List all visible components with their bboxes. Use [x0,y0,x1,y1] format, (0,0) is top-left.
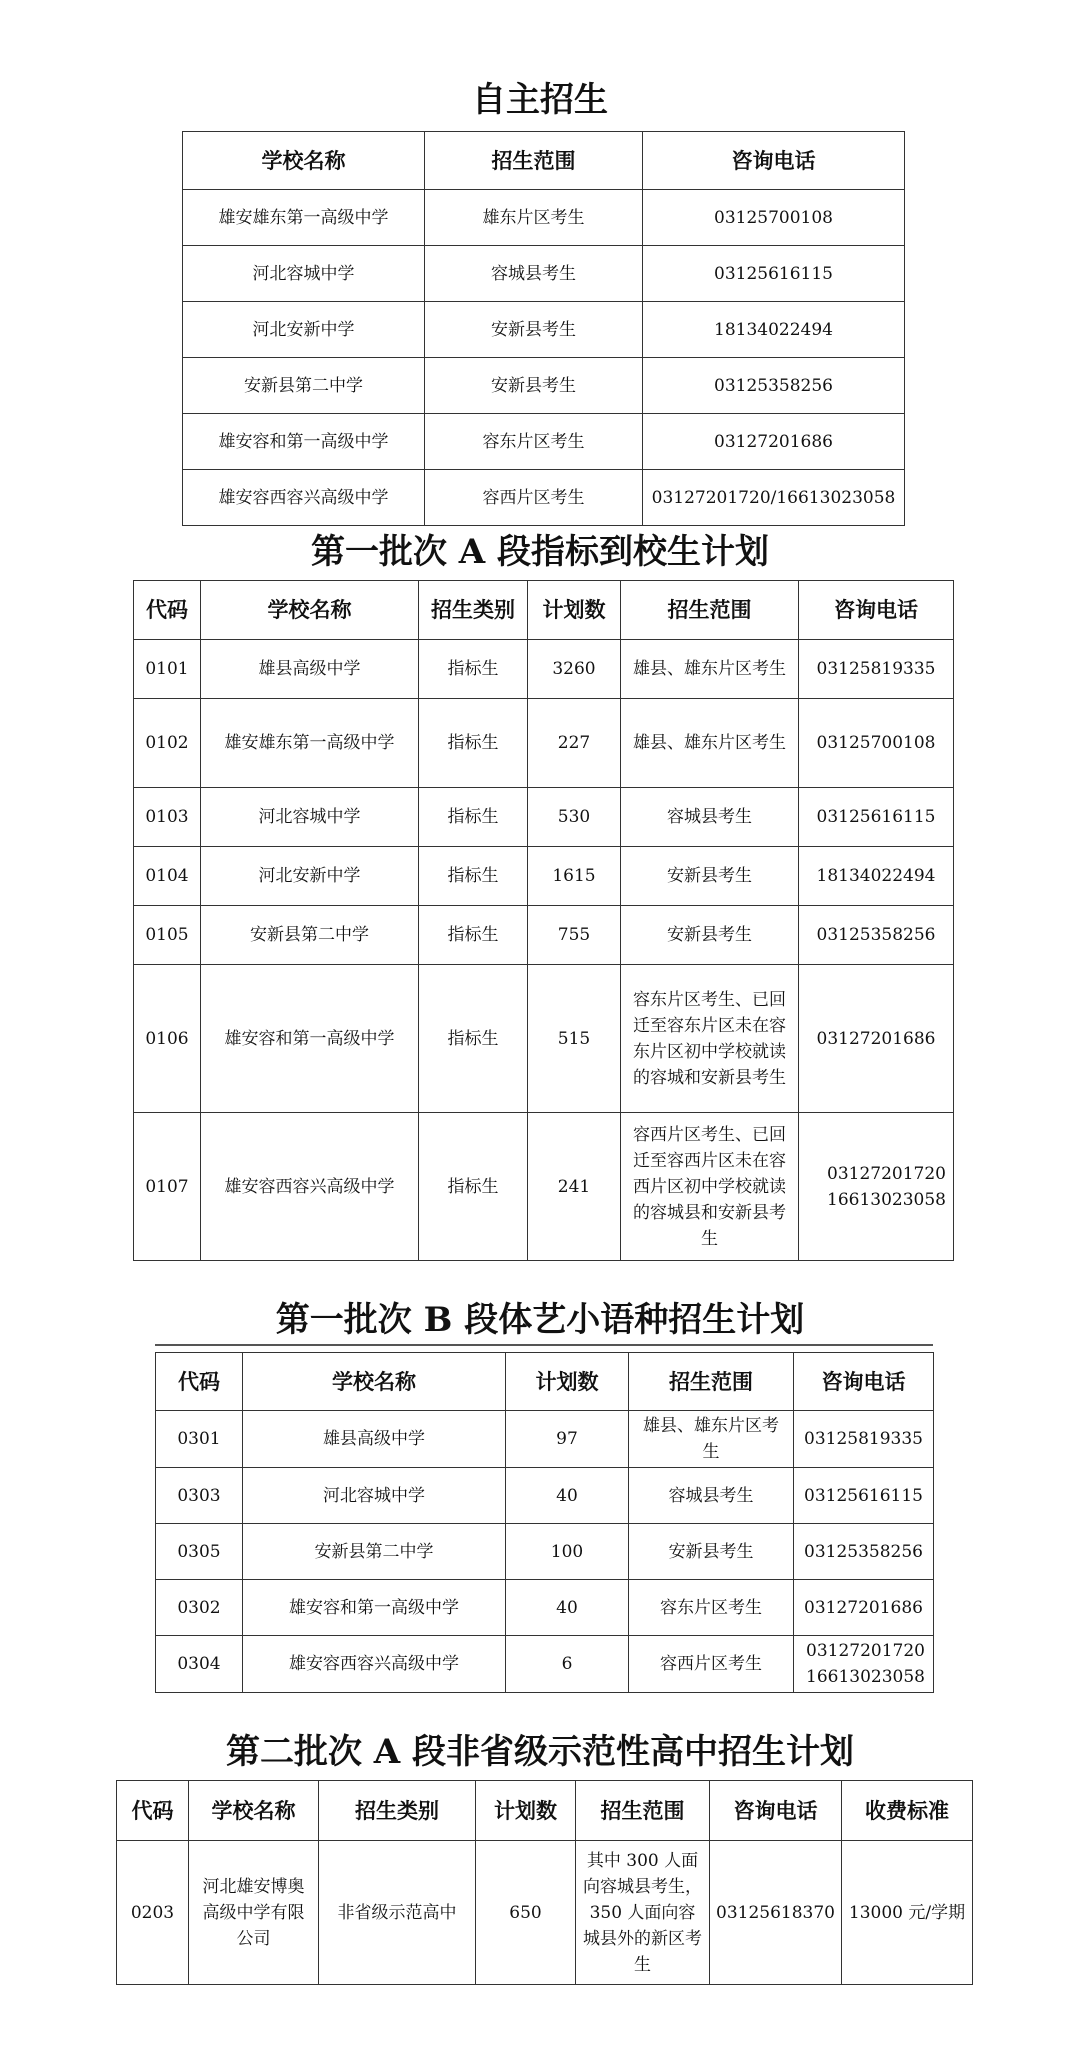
batch1a-table [133,580,954,1261]
header-code: 代码 [156,1353,243,1411]
range-cell: 容西片区考生、已回迁至容西片区未在容西片区初中学校就读的容城县和安新县考生 [621,1113,799,1261]
range-cell: 容东片区考生 [629,1580,794,1636]
range-cell: 容东片区考生 [425,414,643,470]
table-row [156,1580,934,1636]
header-enroll-range: 招生范围 [629,1353,794,1411]
batch2a-table [116,1780,973,1985]
code-cell: 0301 [156,1411,243,1468]
category-cell: 指标生 [419,640,528,699]
school-name-cell: 雄安容西容兴高级中学 [201,1113,419,1261]
school-name-cell: 雄安雄东第一高级中学 [183,190,425,246]
code-cell: 0304 [156,1636,243,1693]
header-fee: 收费标准 [842,1781,973,1841]
phone-cell: 18134022494 [799,847,954,906]
code-cell: 0203 [117,1841,189,1985]
phone-cell: 03125358256 [794,1524,934,1580]
table-row [156,1524,934,1580]
code-cell: 0103 [134,788,201,847]
phone-cell: 03127201720/16613023058 [643,470,905,526]
header-code: 代码 [117,1781,189,1841]
range-cell: 容西片区考生 [425,470,643,526]
table-row [183,470,905,526]
range-cell: 雄东片区考生 [425,190,643,246]
range-cell: 雄县、雄东片区考生 [629,1411,794,1468]
phone-cell: 03125618370 [710,1841,842,1985]
range-cell: 容城县考生 [425,246,643,302]
code-cell: 0302 [156,1580,243,1636]
range-cell: 其中 300 人面向容城县考生，350 人面向容城县外的新区考生 [576,1841,710,1985]
table-row [134,788,954,847]
school-name-cell: 雄安容和第一高级中学 [183,414,425,470]
school-name-cell: 河北容城中学 [201,788,419,847]
phone-cell: 03127201686 [643,414,905,470]
category-cell: 非省级示范高中 [319,1841,476,1985]
range-cell: 容西片区考生 [629,1636,794,1693]
plan-count-cell: 530 [528,788,621,847]
header-plan-count: 计划数 [506,1353,629,1411]
category-cell: 指标生 [419,847,528,906]
phone-cell: 03127201720 16613023058 [799,1113,954,1261]
table-header-row [183,132,905,190]
school-name-cell: 安新县第二中学 [201,906,419,965]
school-name-cell: 河北容城中学 [243,1468,506,1524]
table-row [134,699,954,788]
title-underline [155,1344,933,1346]
school-name-cell: 雄县高级中学 [243,1411,506,1468]
header-school-name: 学校名称 [201,581,419,640]
header-phone: 咨询电话 [710,1781,842,1841]
table-row [117,1841,973,1985]
header-school-name: 学校名称 [243,1353,506,1411]
header-enroll-range: 招生范围 [621,581,799,640]
table-row [183,302,905,358]
table-row [156,1468,934,1524]
school-name-cell: 河北容城中学 [183,246,425,302]
range-cell: 安新县考生 [425,302,643,358]
school-name-cell: 安新县第二中学 [183,358,425,414]
table-row [134,906,954,965]
range-cell: 雄县、雄东片区考生 [621,640,799,699]
table-row [134,965,954,1113]
range-cell: 容城县考生 [629,1468,794,1524]
batch2a-title: 第二批次 A 段非省级示范性高中招生计划 [225,1732,855,1772]
table-row [183,414,905,470]
category-cell: 指标生 [419,788,528,847]
table-row [134,1113,954,1261]
range-cell: 容东片区考生、已回迁至容东片区未在容东片区初中学校就读的容城和安新县考生 [621,965,799,1113]
school-name-cell: 雄安容和第一高级中学 [243,1580,506,1636]
header-school-name: 学校名称 [183,132,425,190]
phone-cell: 03125700108 [643,190,905,246]
school-name-cell: 雄安容西容兴高级中学 [183,470,425,526]
plan-count-cell: 100 [506,1524,629,1580]
phone-cell: 03127201686 [794,1580,934,1636]
table-row [183,358,905,414]
header-enroll-range: 招生范围 [425,132,643,190]
batch1a-title: 第一批次 A 段指标到校生计划 [310,532,770,572]
phone-cell: 03125819335 [799,640,954,699]
phone-cell: 03127201720 16613023058 [794,1636,934,1693]
header-code: 代码 [134,581,201,640]
phone-cell: 03125358256 [643,358,905,414]
autonomous-title: 自主招生 [472,80,608,120]
school-name-cell: 雄安雄东第一高级中学 [201,699,419,788]
table-row [183,190,905,246]
school-name-cell: 河北安新中学 [201,847,419,906]
header-phone: 咨询电话 [794,1353,934,1411]
header-category: 招生类别 [319,1781,476,1841]
table-row [134,640,954,699]
plan-count-cell: 227 [528,699,621,788]
phone-cell: 03125616115 [799,788,954,847]
range-cell: 安新县考生 [425,358,643,414]
table-row [156,1636,934,1693]
plan-count-cell: 1615 [528,847,621,906]
plan-count-cell: 97 [506,1411,629,1468]
code-cell: 0305 [156,1524,243,1580]
phone-cell: 03125616115 [794,1468,934,1524]
phone-cell: 03125700108 [799,699,954,788]
school-name-cell: 安新县第二中学 [243,1524,506,1580]
school-name-cell: 河北雄安博奥高级中学有限公司 [189,1841,319,1985]
school-name-cell: 雄安容和第一高级中学 [201,965,419,1113]
batch1b-table [155,1352,934,1693]
header-school-name: 学校名称 [189,1781,319,1841]
table-header-row [134,581,954,640]
plan-count-cell: 515 [528,965,621,1113]
phone-cell: 18134022494 [643,302,905,358]
plan-count-cell: 6 [506,1636,629,1693]
plan-count-cell: 241 [528,1113,621,1261]
code-cell: 0105 [134,906,201,965]
phone-cell: 03127201686 [799,965,954,1113]
range-cell: 安新县考生 [621,847,799,906]
code-cell: 0107 [134,1113,201,1261]
header-enroll-range: 招生范围 [576,1781,710,1841]
phone-cell: 03125819335 [794,1411,934,1468]
plan-count-cell: 3260 [528,640,621,699]
table-header-row [117,1781,973,1841]
category-cell: 指标生 [419,699,528,788]
header-plan-count: 计划数 [476,1781,576,1841]
header-category: 招生类别 [419,581,528,640]
table-header-row [156,1353,934,1411]
code-cell: 0104 [134,847,201,906]
plan-count-cell: 755 [528,906,621,965]
code-cell: 0102 [134,699,201,788]
code-cell: 0101 [134,640,201,699]
phone-cell: 03125616115 [643,246,905,302]
plan-count-cell: 40 [506,1468,629,1524]
plan-count-cell: 40 [506,1580,629,1636]
table-row [134,847,954,906]
category-cell: 指标生 [419,965,528,1113]
header-phone: 咨询电话 [643,132,905,190]
range-cell: 安新县考生 [629,1524,794,1580]
plan-count-cell: 650 [476,1841,576,1985]
table-row [183,246,905,302]
category-cell: 指标生 [419,906,528,965]
header-plan-count: 计划数 [528,581,621,640]
fee-cell: 13000 元/学期 [842,1841,973,1985]
batch1b-title: 第一批次 B 段体艺小语种招生计划 [275,1300,805,1340]
range-cell: 雄县、雄东片区考生 [621,699,799,788]
school-name-cell: 河北安新中学 [183,302,425,358]
range-cell: 容城县考生 [621,788,799,847]
header-phone: 咨询电话 [799,581,954,640]
phone-cell: 03125358256 [799,906,954,965]
table-row [156,1411,934,1468]
category-cell: 指标生 [419,1113,528,1261]
code-cell: 0303 [156,1468,243,1524]
autonomous-table [182,131,905,526]
code-cell: 0106 [134,965,201,1113]
school-name-cell: 雄县高级中学 [201,640,419,699]
range-cell: 安新县考生 [621,906,799,965]
school-name-cell: 雄安容西容兴高级中学 [243,1636,506,1693]
